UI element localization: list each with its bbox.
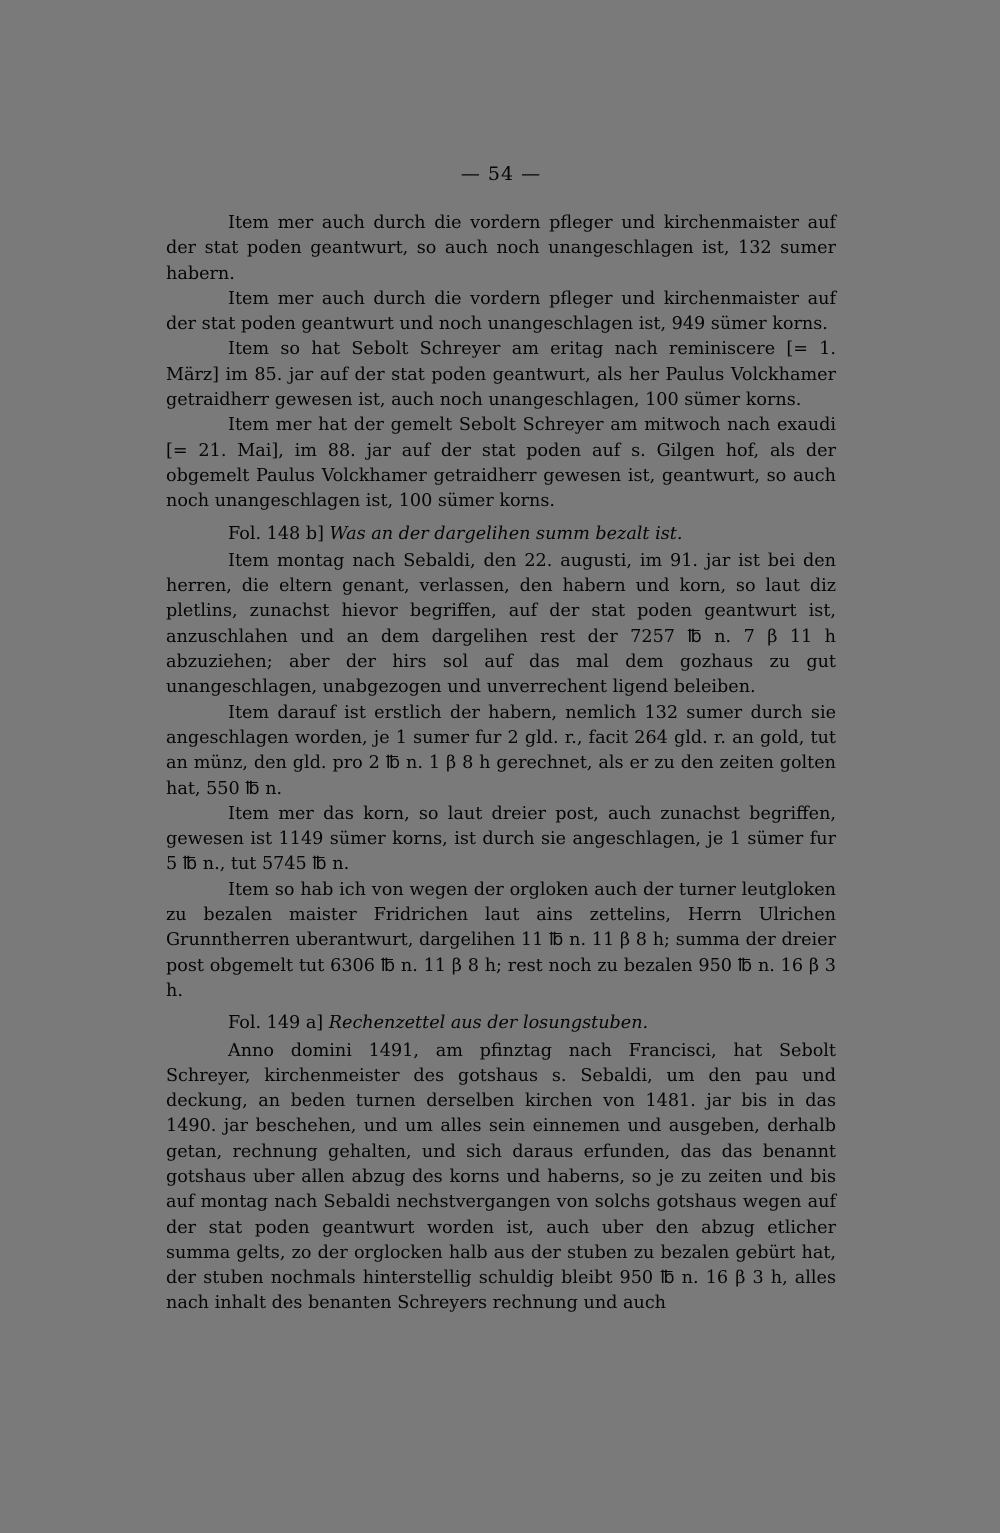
section-heading: [166, 522, 836, 547]
paragraph: Item mer auch durch die vordern pfleger und kirchenmaister auf der stat poden geantwurt, so auch noch unangeschlagen ist, 132 sumer habern.: [166, 213, 836, 284]
page-body: [166, 160, 836, 1317]
paragraph: Item montag nach Sebaldi, den 22. augusti, im 91. jar ist bei den herren, die eltern genant, verlassen, den habern und korn, so laut diz pletlins, zunachst hievor begriffen, auf der stat poden geantwurt ist, anzuschlahen und an dem dargelihen rest der 7257 ℔ n. 7 β 11 h abzuziehen; aber der hirs sol auf das mal dem gozhaus zu gut unangeschlagen, unabgezogen und unverrechent ligend beleiben.: [166, 550, 836, 698]
section-title: Rechenzettel aus der losungstuben.: [328, 1013, 649, 1034]
paragraph: Item mer auch durch die vordern pfleger und kirchenmaister auf der stat poden geantwurt und noch unangeschlagen ist, 949 sümer korns.: [166, 288, 836, 335]
section-title: Was an der dargelihen summ bezalt ist.: [329, 523, 683, 544]
paragraph: Item mer das korn, so laut dreier post, auch zunachst begriffen, gewesen ist 1149 sümer korns, ist durch sie angeschlagen, je 1 sümer fur 5 ℔ n., tut 5745 ℔ n.: [166, 803, 836, 875]
paragraph: Anno domini 1491, am pfinztag nach Francisci, hat Sebolt Schreyer, kirchenmeister des gotshaus s. Sebaldi, um den pau und deckung, an beden turnen derselben kirchen von 1481. jar bis in das 1490. jar beschehen, und um alles sein einnemen und ausgeben, derhalb getan, rechnung gehalten, und sich daraus erfunden, das das benannt gotshaus uber allen abzug des korns und haberns, so je zu zeiten und bis auf montag nach Sebaldi nechstvergangen von solchs gotshaus wegen auf der stat poden geantwurt worden ist, auch uber den abzug etlicher summa gelts, zo der orglocken halb aus der stuben zu bezalen gebürt hat, der stuben nochmals hinterstellig schuldig bleibt 950 ℔ n. 16 β 3 h, alles nach inhalt des benanten Schreyers rechnung und auch: [166, 1040, 836, 1314]
paragraph: Item darauf ist erstlich der habern, nemlich 132 sumer durch sie angeschlagen worden, je 1 sumer fur 2 gld. r., facit 264 gld. r. an gold, tut an münz, den gld. pro 2 ℔ n. 1 β 8 h gerechnet, als er zu den zeiten golten hat, 550 ℔ n.: [166, 702, 836, 799]
section-heading: [166, 1011, 836, 1036]
paragraph: Item so hat Sebolt Schreyer am eritag nach reminiscere [= 1. März] im 85. jar auf der stat poden geantwurt, als her Paulus Volckhamer getraidherr gewesen ist, auch noch unangeschlagen, 100 sümer korns.: [166, 339, 836, 411]
paragraph: Item mer hat der gemelt Sebolt Schreyer am mitwoch nach exaudi [= 21. Mai], im 88. jar auf der stat poden auf s. Gilgen hof, als der obgemelt Paulus Volckhamer getraidherr gewesen ist, geantwurt, so auch noch unangeschlagen ist, 100 sümer korns.: [166, 415, 836, 512]
paragraph: Item so hab ich von wegen der orgloken auch der turner leutgloken zu bezalen maister Fridrichen laut ains zettelins, Herrn Ulrichen Grunntherren uberantwurt, dargelihen 11 ℔ n. 11 β 8 h; summa der dreier post obgemelt tut 6306 ℔ n. 11 β 8 h; rest noch zu bezalen 950 ℔ n. 16 β 3 h.: [166, 879, 836, 1001]
folio-reference: Fol. 149 a]: [228, 1013, 324, 1034]
folio-reference: Fol. 148 b]: [228, 523, 324, 544]
page-number: — 54 —: [460, 163, 542, 185]
